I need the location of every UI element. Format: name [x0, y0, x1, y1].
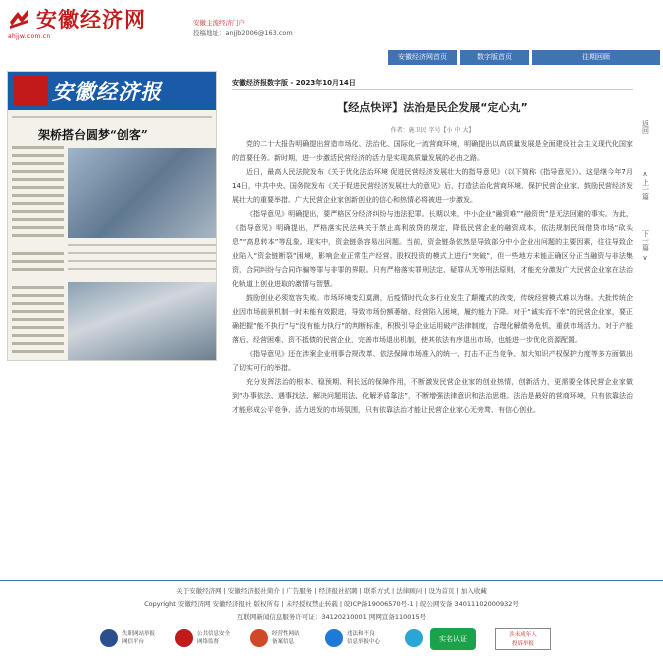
badge-business[interactable]: [250, 626, 320, 652]
tagline: 安徽主流经济门户: [193, 19, 245, 27]
text-line: [12, 210, 64, 213]
text-line: [68, 268, 216, 270]
badge-illegal[interactable]: [325, 626, 395, 652]
text-line: [12, 178, 64, 181]
text-line: [12, 286, 64, 289]
logo-subtitle: ahjjw.com.cn: [8, 33, 51, 40]
text-line: [12, 146, 64, 149]
footer-links[interactable]: 关于安徽经济网 | 安徽经济报社简介 | 广告服务 | 经济报社招聘 | 联系方式 | 法律顾问 | 设为首页 | 加入收藏: [176, 587, 487, 595]
newspaper-masthead: 安徽经济报: [52, 79, 162, 104]
paragraph: 充分发挥法治的根本、稳预期、利长远的保障作用，不断激发民营企业家的创业热情，创新活力，更需要全体民营企业家做到“办事依法、遇事找法、解决问题用法、化解矛盾靠法”，不断增强法律意识和法治思维。法治是最好的营商环境，只有依靠法治才能形成公平竞争、活力迸发的市场氛围，只有依靠法治才能让民营企业家心无旁骛、有信心创业。: [232, 378, 633, 414]
badge-report[interactable]: [100, 626, 170, 652]
logo-icon: [8, 8, 30, 30]
text-line: [12, 170, 64, 173]
badge-verify-logo: [405, 626, 427, 652]
prev-article-button[interactable]: [637, 170, 653, 203]
text-line: [68, 260, 216, 262]
badge-report-label: 失职网站举报 网信平台: [122, 631, 156, 645]
contact-line: [193, 28, 293, 38]
police-icon: [175, 629, 193, 647]
footer-copyright: Copyright 安徽经济网 安徽经济报社 版权所有 | 未经授权禁止转载 | 皖ICP备19006570号-1 | 皖公网安备 34011102000932号: [144, 600, 519, 608]
newspaper-tag: [14, 76, 48, 106]
top-nav: [388, 50, 660, 65]
text-line: [12, 310, 64, 313]
text-line: [12, 294, 64, 297]
text-line: [12, 334, 64, 337]
text-line: [12, 326, 64, 329]
contact-label: 投稿地址：: [193, 29, 226, 37]
nav-home[interactable]: 安徽经济网首页: [388, 50, 457, 65]
report-icon: [100, 629, 118, 647]
divider: [232, 89, 633, 90]
emblem-icon: [250, 629, 268, 647]
text-line: [12, 226, 64, 229]
newspaper-photo-2: [68, 282, 216, 360]
site-header: [0, 0, 663, 50]
badge-security[interactable]: [175, 626, 245, 652]
footer-divider: [0, 580, 663, 581]
paragraph: 近日，最高人民法院发布《关于优化法治环境 促进民营经济发展壮大的指导意见》（以下简称《指导意见》）。这是继今年7月14日，中共中央、国务院发布《关于促进民营经济发展壮大的意见》后，打造法治化营商环境、保护民营企业家、鼓励民营经济发展壮大的重要举措。广大民营企业家创新创业的信心和热情必将被进一步激发。: [232, 168, 633, 204]
verify-icon: [405, 629, 423, 647]
article-body: [232, 137, 633, 417]
text-line: [12, 268, 64, 271]
next-article-button[interactable]: [637, 230, 653, 263]
up-arrow-icon: ∧: [642, 170, 648, 178]
badge-verified[interactable]: 实名认证: [430, 628, 476, 650]
back-button[interactable]: [637, 120, 653, 137]
text-line: [12, 342, 64, 345]
text-line: [12, 234, 64, 237]
nav-digital-home[interactable]: 数字版首页: [460, 50, 529, 65]
newspaper-headline: 架桥搭台圆梦“创客”: [38, 128, 148, 142]
badge-security-label: 公共信息安全 网络监督: [197, 631, 231, 645]
text-line: [12, 218, 64, 221]
next-label: 下一篇: [641, 230, 650, 251]
back-label: 返回: [641, 120, 650, 134]
text-line: [12, 162, 64, 165]
contact-email[interactable]: anjjb2006@163.com: [225, 29, 293, 37]
text-line: [12, 350, 64, 353]
text-line: [12, 202, 64, 205]
text-line: [12, 260, 64, 263]
paragraph: 党的二十大报告明确提出营造市场化、法治化、国际化一流营商环境，明确提出以高质量发展是全面建设社会主义现代化国家的首要任务。新时期，进一步激活民营经济的活力是实现高质量发展的必由之路。: [232, 140, 633, 162]
text-line: [12, 252, 64, 255]
logo-text[interactable]: 安徽经济网: [36, 8, 146, 32]
text-line: [68, 252, 216, 254]
divider: [12, 116, 212, 118]
shield-icon: [325, 629, 343, 647]
paragraph: 鼓励创业必须宽容失败。市场环境变幻莫测，后疫情时代众多行业发生了颠覆式的改变，传统经营模式难以为继。大批传统企业因市场前景机制一时未能有效跟进，导致市场份额萎缩、经营陷入困境，履约能力下降。对于“诚实而不幸”的民营企业家，要正确把握“能不执行”与“没有能力执行”的判断标准，积极引导企业运用破产法律制度，合理化解债务危机，重获市场活力。对于产能落后、经营困难、资不抵债的民营企业，完善市场退出机制，使其依法有序退出市场，也能进一步优化资源配置。: [232, 294, 633, 344]
text-line: [12, 302, 64, 305]
text-line: [68, 244, 216, 246]
paragraph: 《指导意见》还在涉案企业刑事合规改革、依法保障市场准入的统一、打击不正当竞争、加大知识产权保护力度等多方面做出了切实可行的举措。: [232, 350, 633, 372]
paragraph: 《指导意见》明确提出，要严格区分经济纠纷与违法犯罪。长期以来，中小企业“融资难”“融资贵”是无法回避的事实。为此，《指导意见》明确提出，严格落实民法典关于禁止高利放贷的规定，降低民营企业的融资成本，依法规制民间借贷市场“砍头息”“高息转本”等乱象。现实中，资金链条容易出问题。当前，资金链条依然是导致部分中小企业出问题的主要因素，往往导致企业陷入“资金链断裂”困境，影响企业正常生产经营。股权投资的模式上进行“突破”，但一些地方未能正确区分正当融资与非法集资，合同纠纷与合同诈骗等罪与非罪的界限。只有严格落实罪刑法定、疑罪从无等刑法原则，才能充分激发广大民营企业家在法治化轨道上创业进取的激情与智慧。: [232, 210, 633, 288]
newspaper-page-thumbnail[interactable]: [7, 71, 217, 361]
text-line: [12, 318, 64, 321]
article-byline: 作者：施卫民 字号【小 中 大】: [390, 127, 475, 134]
nav-archive[interactable]: 往期回顾: [532, 50, 660, 65]
text-line: [12, 194, 64, 197]
prev-label: 上一篇: [641, 179, 650, 200]
header-info: [193, 18, 293, 38]
text-line: [12, 186, 64, 189]
down-arrow-icon: ∨: [642, 254, 648, 262]
footer-license: 互联网新闻信息服务许可证：34120210001 网网宣备110015号: [236, 613, 427, 621]
footer-badges: [100, 626, 580, 654]
article-title: 【经点快评】法治是民企发展“定心丸”: [337, 101, 528, 114]
issue-info: 安徽经济报数字版 - 2023年10月14日: [232, 79, 356, 87]
badge-illegal-label: 违法和不良 信息举报中心: [347, 631, 381, 645]
text-line: [12, 154, 64, 157]
newspaper-photo: [68, 148, 216, 238]
badge-business-label: 经营性网站 备案信息: [272, 631, 300, 645]
badge-minors[interactable]: 涉未成年人 投诉举报: [495, 628, 551, 650]
